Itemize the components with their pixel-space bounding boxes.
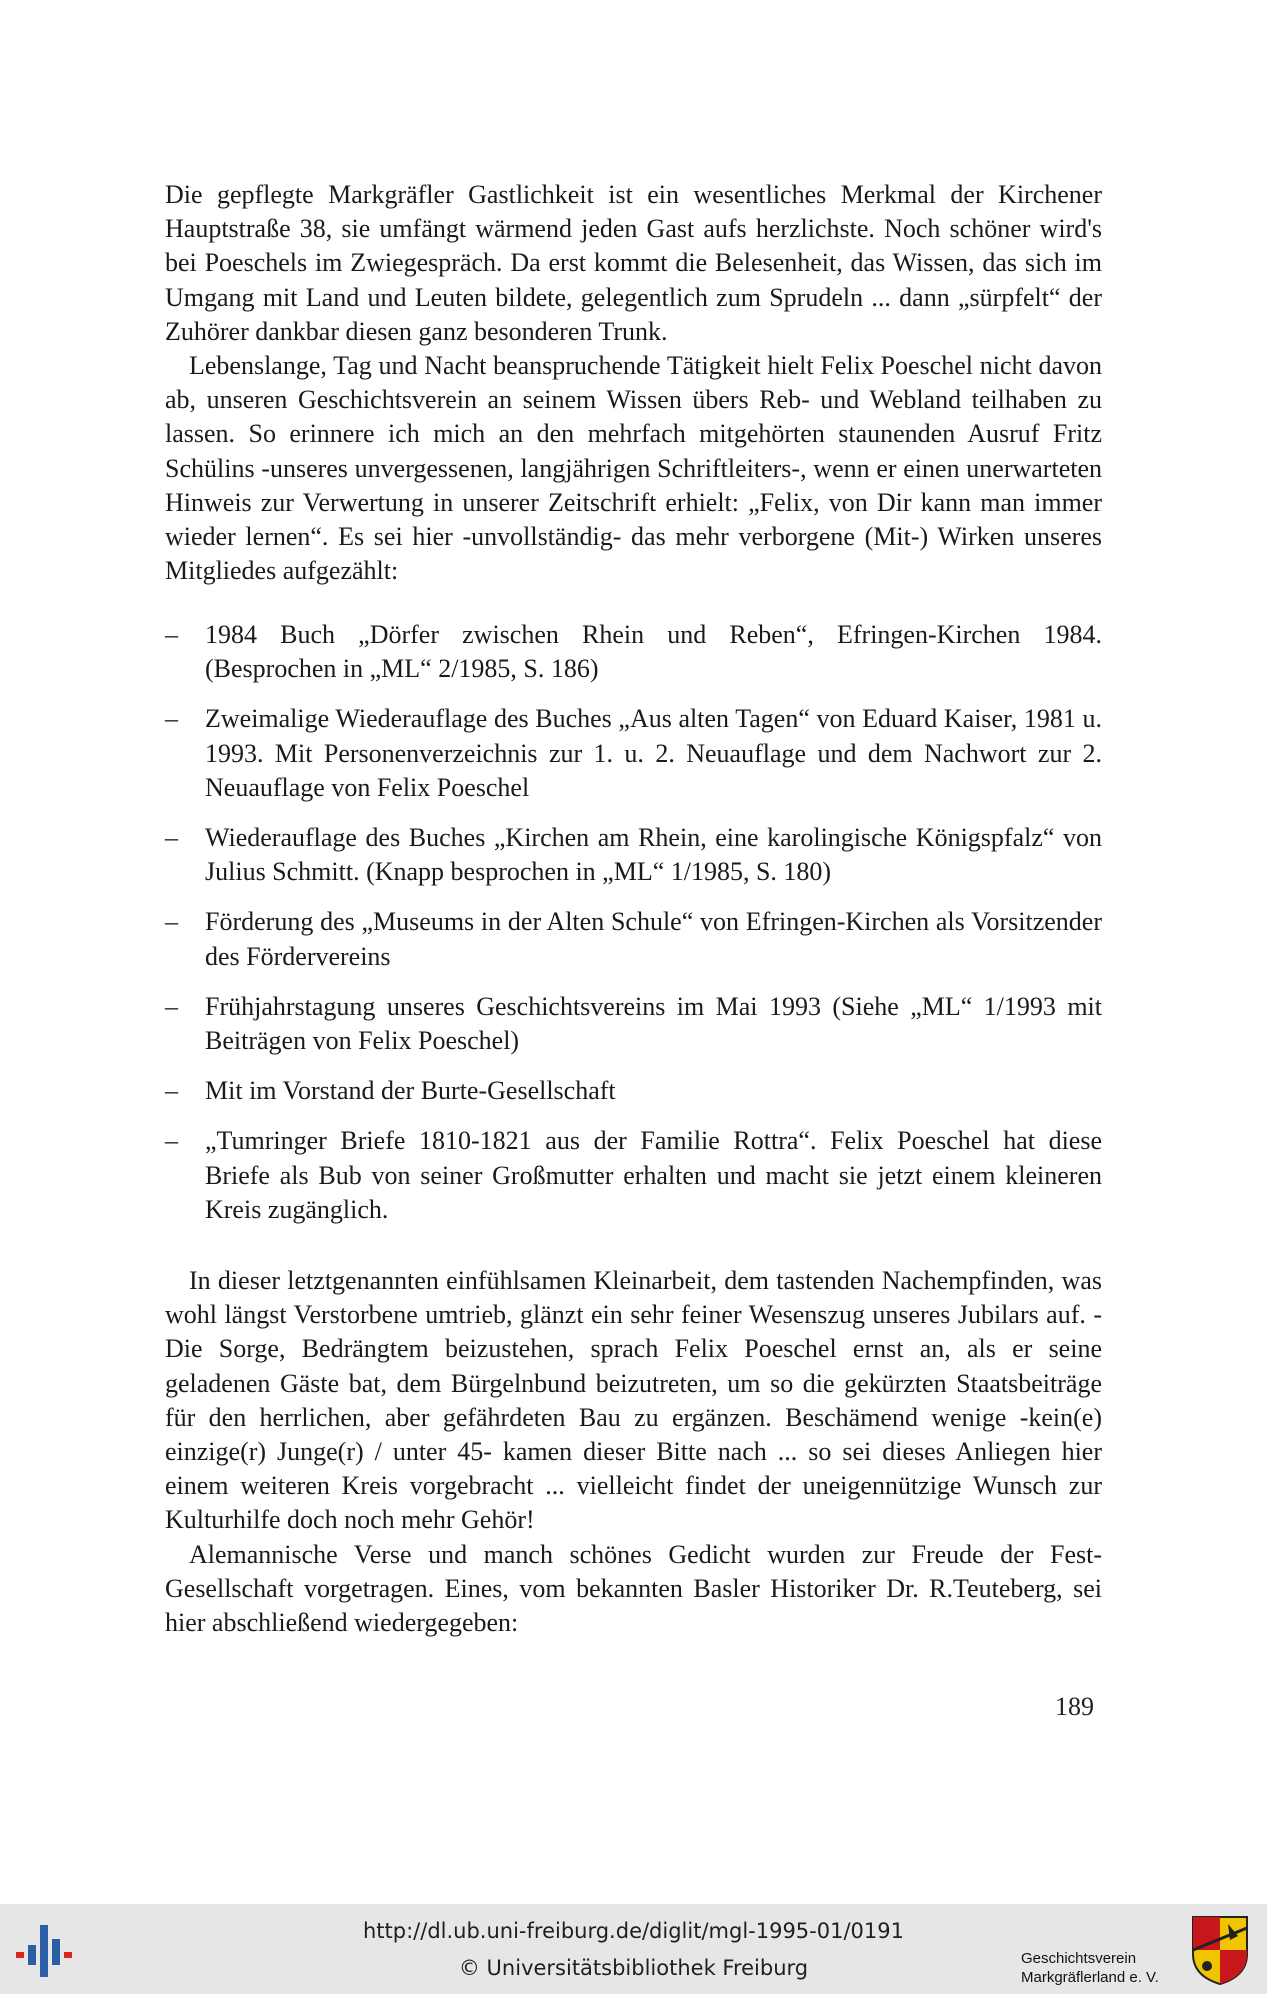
list-item <box>165 702 1102 805</box>
list-item-text: 1984 Buch „Dörfer zwischen Rhein und Reben“, Efringen-Kirchen 1984. (Besprochen in „ML“ 2/1985, S. 186) <box>205 620 1102 684</box>
list-dash: – <box>165 1076 178 1106</box>
list-item <box>165 821 1102 889</box>
list-item <box>165 1124 1102 1227</box>
list-item-text: Wiederauflage des Buches „Kirchen am Rhein, eine karolingische Königspfalz“ von Julius Schmitt. (Knapp besprochen in „ML“ 1/1985, S. 180) <box>205 823 1102 887</box>
list-dash: – <box>165 704 178 734</box>
list-item-text: Zweimalige Wiederauflage des Buches „Aus alten Tagen“ von Eduard Kaiser, 1981 u. 1993. Mit Personenverzeichnis zur 1. u. 2. Neuauflage und dem Nachwort zur 2. Neuauflage von Felix Poeschel <box>205 704 1102 802</box>
paragraph-3: In dieser letztgenannten einfühlsamen Kleinarbeit, dem tastenden Nachempfinden, was wohl längst Verstorbene umtrieb, glänzt ein sehr feiner Wesenszug unseres Jubilars auf. - Die Sorge, Bedrängtem beizustehen, sprach Felix Poeschel ernst an, als er seine geladenen Gäste bat, dem Bürgelnbund beizutreten, um so die gekürzten Staatsbeiträge für den herrlichen, aber gefährdeten Bau zu ergänzen. Beschämend wenige -kein(e) einzige(r) Junge(r) / unter 45- kamen dieser Bitte nach ... so sei dieses Anliegen hier einem weiteren Kreis vorgebracht ... vielleicht findet der uneigennützige Wunsch zur Kulturhilfe doch noch mehr Gehör! <box>165 1266 1102 1535</box>
list-dash: – <box>165 620 178 649</box>
list-dash: – <box>165 1126 178 1156</box>
copyright-notice: © Universitätsbibliothek Freiburg <box>458 1956 809 1980</box>
text-block-bottom <box>165 1264 1102 1640</box>
society-name-line-1: Geschichtsverein <box>1021 1950 1137 1967</box>
document-url[interactable]: http://dl.ub.uni-freiburg.de/diglit/mgl-1995-01/0191 <box>362 1919 904 1943</box>
list-item-text: Förderung des „Museums in der Alten Schule“ von Efringen-Kirchen als Vorsitzender des Fördervereins <box>205 907 1102 971</box>
list-item-text: Frühjahrstagung unseres Geschichtsvereins im Mai 1993 (Siehe „ML“ 1/1993 mit Beiträgen von Felix Poeschel) <box>205 991 1102 1056</box>
coat-of-arms-icon <box>1190 1914 1250 1986</box>
footer-bar <box>0 1904 1267 1994</box>
list-item-text: „Tumringer Briefe 1810-1821 aus der Familie Rottra“. Felix Poeschel hat diese Briefe als Bub von seiner Großmutter erhalten und macht sie jetzt einem kleineren Kreis zugänglich. <box>205 1126 1102 1224</box>
paragraph-4: Alemannische Verse und manch schönes Gedicht wurden zur Freude der Fest-Gesellschaft vorgetragen. Eines, vom bekannten Basler Historiker Dr. R.Teuteberg, sei hier abschließend wiedergegeben: <box>165 1539 1102 1638</box>
list-item <box>165 990 1102 1058</box>
list-item-text: Mit im Vorstand der Burte-Gesellschaft <box>205 1076 616 1106</box>
list-dash: – <box>165 991 178 1021</box>
society-name <box>1021 1949 1191 1987</box>
society-name-line-2: Markgräflerland e. V. <box>1021 1969 1159 1986</box>
text-block-top <box>165 178 1102 588</box>
list-dash: – <box>165 907 178 937</box>
paragraph-2: Lebenslange, Tag und Nacht beanspruchende Tätigkeit hielt Felix Poeschel nicht davon ab, unseren Geschichtsverein an seinem Wissen übers Reb- und Webland teilhaben zu lassen. So erinnere ich mich an den mehrfach mitgehörten staunenden Ausruf Fritz Schülins -unseres unvergessenen, langjährigen Schriftleiters-, wenn er einen unerwarteten Hinweis zur Verwertung in unserer Zeitschrift erhielt: „Felix, von Dir kann man immer wieder lernen“. Es sei hier -unvollständig- das mehr verborgene (Mit-) Wirken unseres Mitgliedes aufgezählt: <box>165 351 1102 586</box>
list-item <box>165 905 1102 973</box>
list-item <box>165 618 1102 686</box>
list-item <box>165 1074 1102 1108</box>
paragraph-1: Die gepflegte Markgräfler Gastlichkeit ist ein wesentliches Merkmal der Kirchener Hauptstraße 38, sie umfängt wärmend jeden Gast aufs herzlichste. Noch schöner wird's bei Poeschels im Zwiegespräch. Da erst kommt die Belesenheit, das Wissen, das sich im Umgang mit Land und Leuten bildete, gelegentlich zum Sprudeln ... dann „sürpfelt“ der Zuhörer dankbar diesen ganz besonderen Trunk. <box>165 180 1102 346</box>
contribution-list <box>165 618 1102 1243</box>
list-dash: – <box>165 823 178 853</box>
page-number: 189 <box>1055 1692 1094 1721</box>
